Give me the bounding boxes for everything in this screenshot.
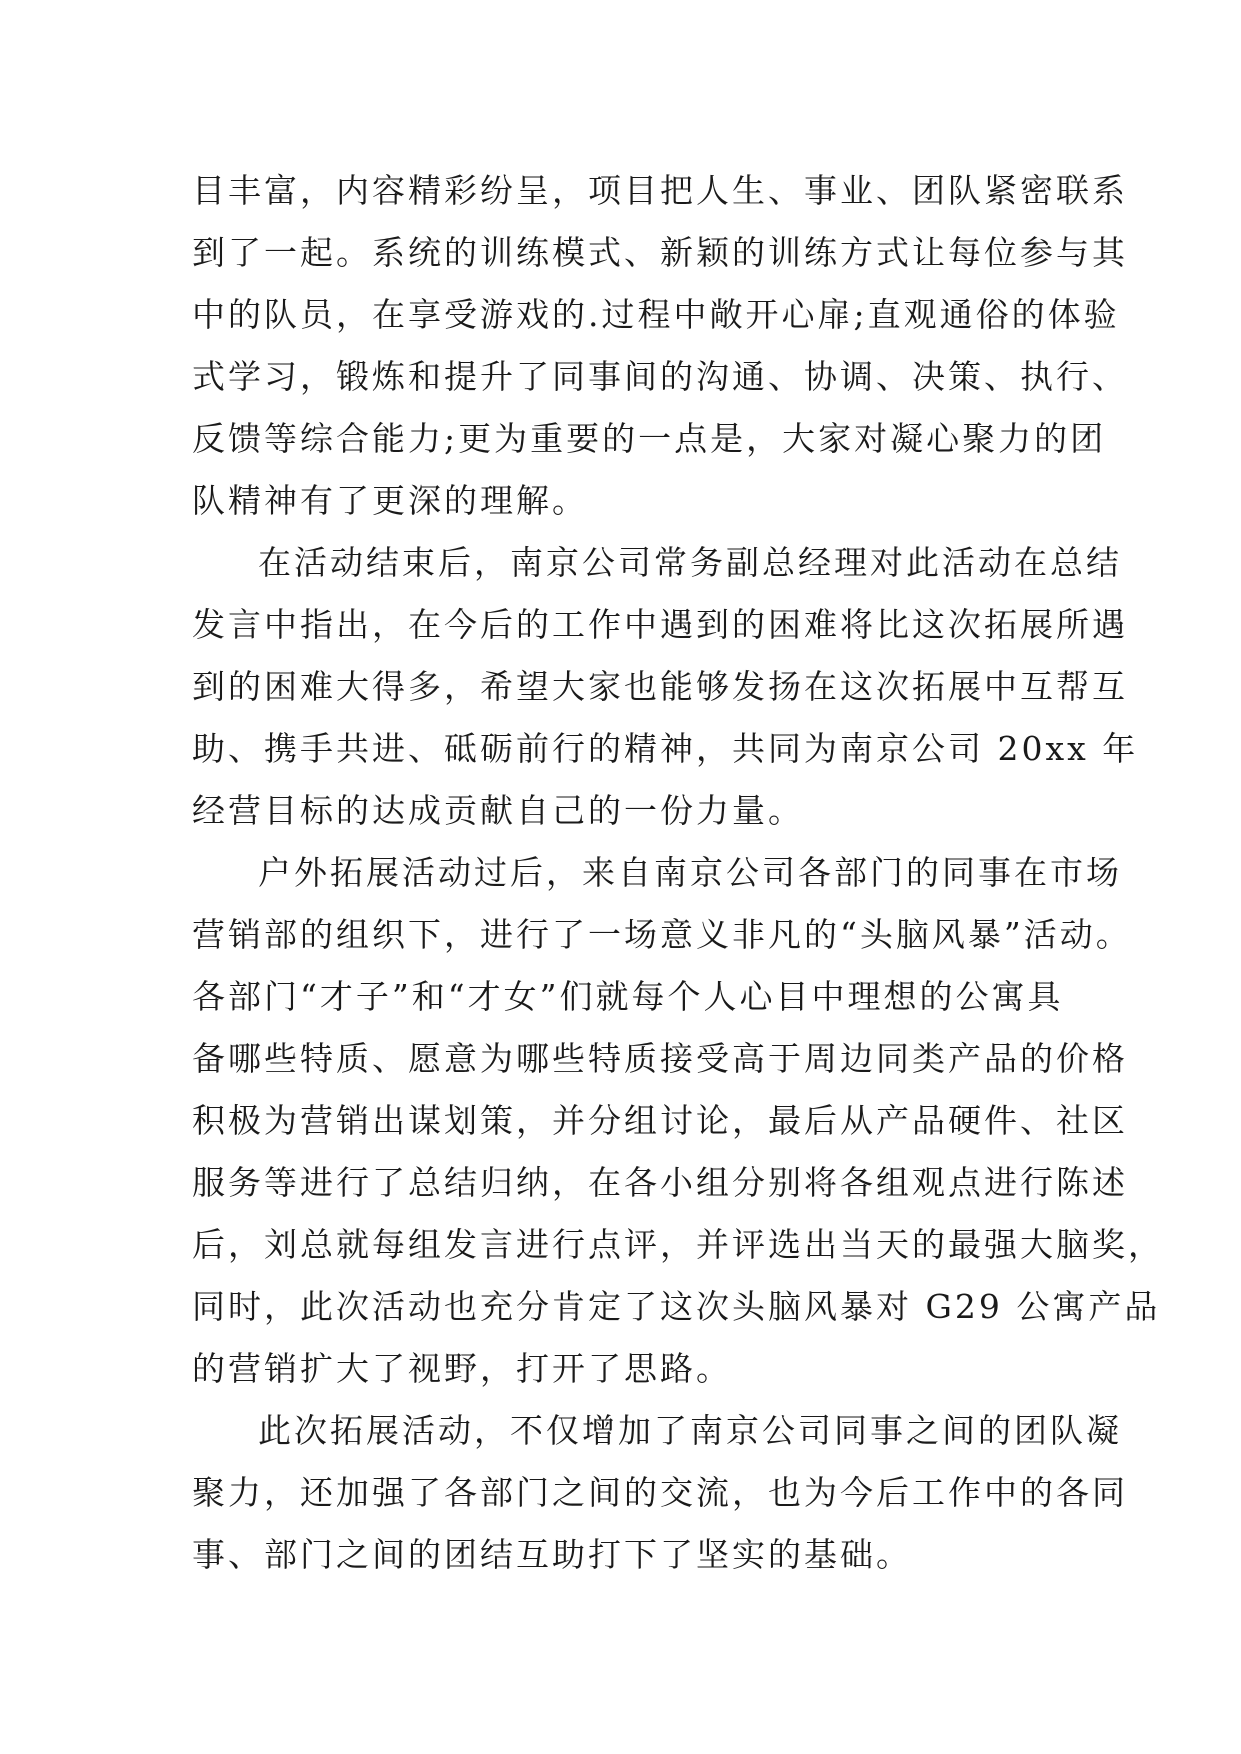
text-line: 在活动结束后，南京公司常务副总经理对此活动在总结 <box>258 543 1122 582</box>
text-line: 经营目标的达成贡献自己的一份力量。 <box>192 791 804 830</box>
text-line: 发言中指出，在今后的工作中遇到的困难将比这次拓展所遇 <box>192 605 1128 644</box>
text-line: 营销部的组织下，进行了一场意义非凡的“头脑风暴”活动。 <box>192 915 1132 954</box>
text-line: 事、部门之间的团结互助打下了坚实的基础。 <box>192 1535 912 1574</box>
paragraph-2 <box>192 532 1139 842</box>
text-line: 中的队员，在享受游戏的.过程中敞开心扉;直观通俗的体验 <box>192 295 1120 334</box>
text-line: 队精神有了更深的理解。 <box>192 481 588 520</box>
text-line: 助、携手共进、砥砺前行的精神，共同为南京公司 20xx 年 <box>192 729 1139 768</box>
document-body <box>192 160 1164 1586</box>
text-line: 户外拓展活动过后，来自南京公司各部门的同事在市场 <box>258 853 1122 892</box>
text-line: 反馈等综合能力;更为重要的一点是，大家对凝心聚力的团 <box>192 419 1107 458</box>
text-line: 聚力，还加强了各部门之间的交流，也为今后工作中的各同 <box>192 1473 1128 1512</box>
paragraph-4 <box>192 1400 1128 1586</box>
text-line: 的营销扩大了视野，打开了思路。 <box>192 1349 732 1388</box>
text-line: 后，刘总就每组发言进行点评，并评选出当天的最强大脑奖， <box>192 1225 1164 1264</box>
text-line: 同时，此次活动也充分肯定了这次头脑风暴对 G29 公寓产品 <box>192 1287 1161 1326</box>
text-line: 服务等进行了总结归纳，在各小组分别将各组观点进行陈述 <box>192 1163 1128 1202</box>
text-line: 到的困难大得多，希望大家也能够发扬在这次拓展中互帮互 <box>192 667 1128 706</box>
paragraph-1 <box>192 160 1128 532</box>
text-line: 式学习，锻炼和提升了同事间的沟通、协调、决策、执行、 <box>192 357 1128 396</box>
text-line: 备哪些特质、愿意为哪些特质接受高于周边同类产品的价格 <box>192 1039 1128 1078</box>
text-line: 到了一起。系统的训练模式、新颖的训练方式让每位参与其 <box>192 233 1128 272</box>
text-line: 积极为营销出谋划策，并分组讨论，最后从产品硬件、社区 <box>192 1101 1128 1140</box>
text-line: 目丰富，内容精彩纷呈，项目把人生、事业、团队紧密联系 <box>192 171 1128 210</box>
text-line: 此次拓展活动，不仅增加了南京公司同事之间的团队凝 <box>258 1411 1122 1450</box>
paragraph-3 <box>192 842 1164 1400</box>
text-line: 各部门“才子”和“才女”们就每个人心目中理想的公寓具 <box>192 977 1064 1016</box>
